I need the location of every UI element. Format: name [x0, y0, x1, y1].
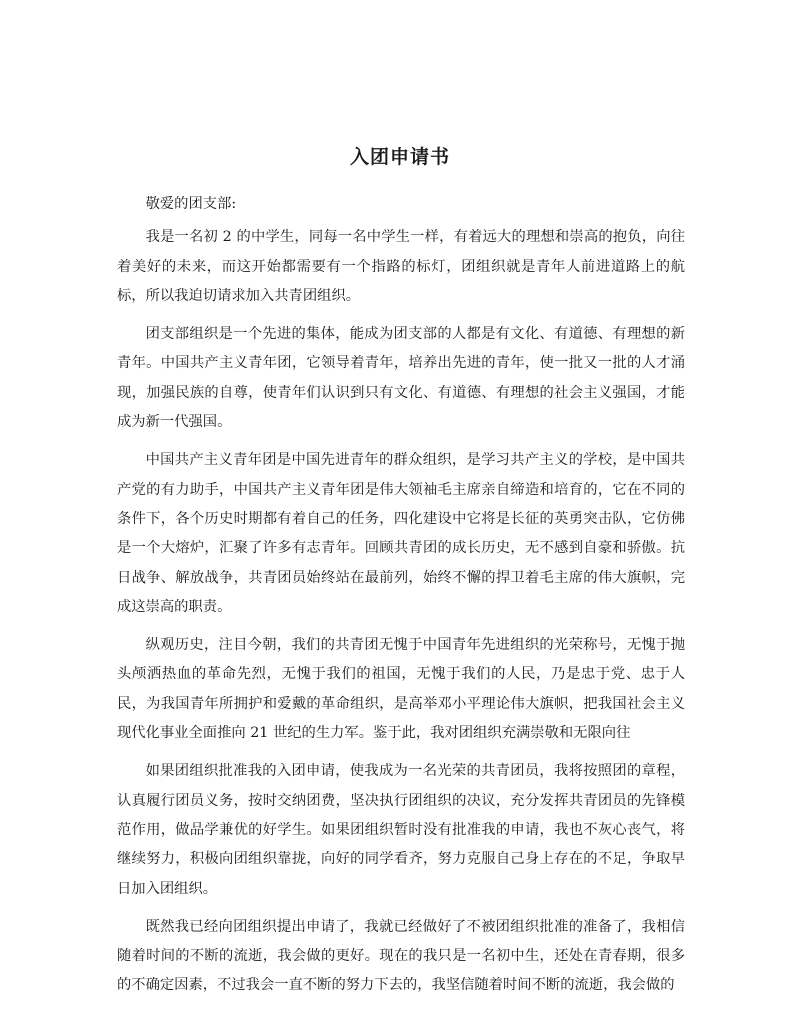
salutation: 敬爱的团支部: [145, 196, 237, 212]
document-title: 入团申请书 [349, 146, 450, 168]
paragraph-commitment: 如果团组织批准我的入团申请，使我成为一名光荣的共青团员，我将按照团的章程，认真履行团员义务，按时交纳团费，坚决执行团组织的决议，充分发挥共青团员的先锋模范作用，做品学兼优的好学生。如果团组织暂时没有批准我的申请，我也不灰心丧气，将继续努力，积极向团组织靠拢，向好的同学看齐，努力克服自己身上存在的不足，争取早日加入团组织。 [117, 763, 685, 897]
paragraph-today: 纵观历史，注目今朝，我们的共青团无愧于中国青年先进组织的光荣称号，无愧于抛头颅洒热血的革命先烈，无愧于我们的祖国，无愧于我们的人民，乃是忠于党、忠于人民，为我国青年所拥护和爱戴的革命组织，是高举邓小平理论伟大旗帜，把我国社会主义现代化事业全面推向 21 世纪的生力军。鉴于此，我对团组织充满崇敬和无限向往 [117, 637, 685, 742]
document-body [117, 190, 685, 1001]
paragraph-closing: 既然我已经向团组织提出申请了，我就已经做好了不被团组织批准的准备了，我相信随着时间的不断的流逝，我会做的更好。现在的我只是一名初中生，还处在青春期，很多的不确定因素，不过我会一直不断的努力下去的，我坚信随着时间不断的流逝，我会做的 [117, 918, 685, 994]
paragraph-intro: 我是一名初 2 的中学生，同每一名中学生一样，有着远大的理想和崇高的抱负，向往着美好的未来，而这开始都需要有一个指路的标灯，团组织就是青年人前进道路上的航标，所以我迫切请求加入共青团组织。 [117, 229, 685, 304]
paragraph-organization: 团支部组织是一个先进的集体，能成为团支部的人都是有文化、有道德、有理想的新青年。中国共产主义青年团，它领导着青年，培养出先进的青年，使一批又一批的人才涌现，加强民族的自尊，使青年们认识到只有文化、有道德、有理想的社会主义强国，才能成为新一代强国。 [117, 326, 685, 431]
paragraph-history: 中国共产主义青年团是中国先进青年的群众组织，是学习共产主义的学校，是中国共产党的有力助手，中国共产主义青年团是伟大领袖毛主席亲自缔造和培育的，它在不同的条件下，各个历史时期都有着自己的任务，四化建设中它将是长征的英勇突击队，它仿佛是一个大熔炉，汇聚了许多有志青年。回顾共青团的成长历史，无不感到自豪和骄傲。抗日战争、解放战争，共青团员始终站在最前列，始终不懈的捍卫着毛主席的伟大旗帜，完成这崇高的职责。 [117, 452, 685, 615]
